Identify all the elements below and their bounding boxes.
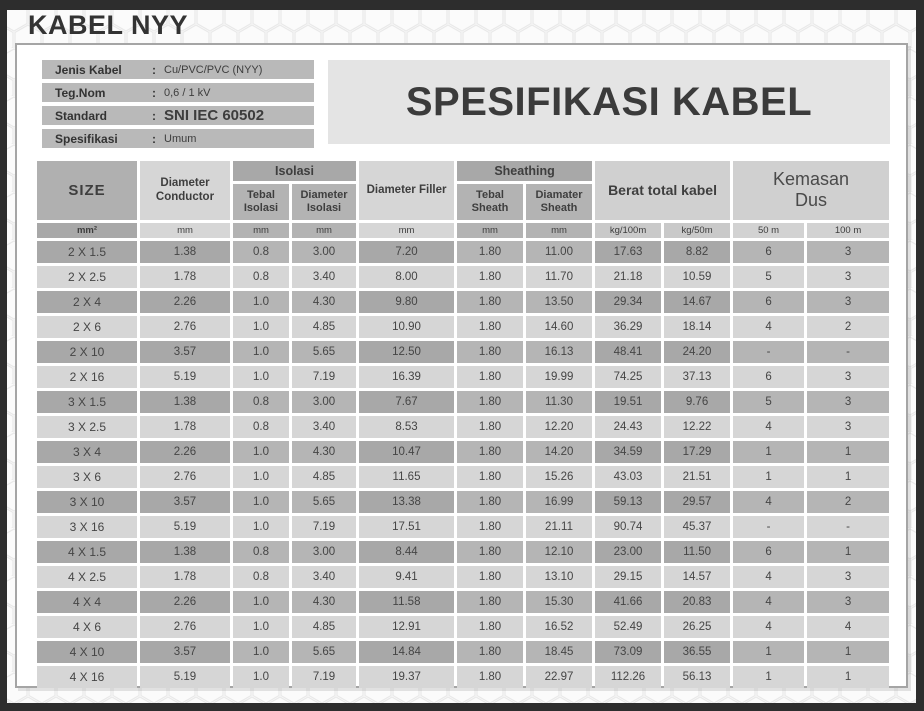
- value-cell: 4.85: [292, 466, 356, 488]
- info-row: [42, 60, 314, 79]
- header-tebal-isolasi: Tebal Isolasi: [233, 184, 289, 220]
- table-row: [37, 591, 889, 613]
- value-cell: 4.30: [292, 441, 356, 463]
- value-cell: 14.57: [664, 566, 730, 588]
- unit-cell: mm: [457, 223, 523, 238]
- spec-table-body: [37, 223, 889, 688]
- info-label: Spesifikasi: [55, 131, 118, 146]
- table-row: [37, 341, 889, 363]
- value-cell: 11.70: [526, 266, 592, 288]
- value-cell: 1.78: [140, 566, 230, 588]
- value-cell: 1.0: [233, 441, 289, 463]
- table-row: [37, 566, 889, 588]
- value-cell: 45.37: [664, 516, 730, 538]
- info-value: SNI IEC 60502: [164, 107, 265, 124]
- cable-info-box: [42, 56, 314, 152]
- value-cell: 1.80: [457, 641, 523, 663]
- value-cell: 1.80: [457, 366, 523, 388]
- info-value: Umum: [164, 132, 197, 145]
- value-cell: 1.0: [233, 616, 289, 638]
- value-cell: 48.41: [595, 341, 661, 363]
- value-cell: 21.18: [595, 266, 661, 288]
- size-cell: 3 X 6: [37, 466, 137, 488]
- value-cell: 1.80: [457, 291, 523, 313]
- header-tebal-sheath: Tebal Sheath: [457, 184, 523, 220]
- size-cell: 3 X 10: [37, 491, 137, 513]
- spec-table-head: [37, 161, 889, 220]
- value-cell: 2.26: [140, 291, 230, 313]
- value-cell: 90.74: [595, 516, 661, 538]
- spec-table: [34, 158, 892, 691]
- value-cell: 18.45: [526, 641, 592, 663]
- value-cell: 1.80: [457, 466, 523, 488]
- value-cell: -: [733, 341, 804, 363]
- value-cell: 2: [807, 491, 889, 513]
- table-row: [37, 466, 889, 488]
- value-cell: 13.50: [526, 291, 592, 313]
- value-cell: 14.67: [664, 291, 730, 313]
- value-cell: 41.66: [595, 591, 661, 613]
- header-kemasan-dus: Kemasan Dus: [733, 161, 889, 220]
- value-cell: -: [807, 516, 889, 538]
- value-cell: 24.20: [664, 341, 730, 363]
- size-cell: 3 X 4: [37, 441, 137, 463]
- size-cell: 2 X 1.5: [37, 241, 137, 263]
- value-cell: 73.09: [595, 641, 661, 663]
- header-sheathing-group: Sheathing: [457, 161, 592, 181]
- value-cell: 9.41: [359, 566, 454, 588]
- unit-cell: mm: [526, 223, 592, 238]
- info-value: 0,6 / 1 kV: [164, 86, 211, 99]
- value-cell: 4: [733, 491, 804, 513]
- value-cell: 1.80: [457, 541, 523, 563]
- info-row: [42, 83, 314, 102]
- value-cell: 5.19: [140, 516, 230, 538]
- value-cell: 6: [733, 366, 804, 388]
- value-cell: 1.0: [233, 491, 289, 513]
- value-cell: 0.8: [233, 241, 289, 263]
- size-cell: 2 X 4: [37, 291, 137, 313]
- value-cell: 8.00: [359, 266, 454, 288]
- value-cell: 17.51: [359, 516, 454, 538]
- value-cell: 3.40: [292, 266, 356, 288]
- size-cell: 2 X 10: [37, 341, 137, 363]
- value-cell: 1.38: [140, 241, 230, 263]
- unit-cell: kg/50m: [664, 223, 730, 238]
- value-cell: 1.80: [457, 266, 523, 288]
- value-cell: 36.55: [664, 641, 730, 663]
- value-cell: 19.51: [595, 391, 661, 413]
- value-cell: 1.0: [233, 641, 289, 663]
- value-cell: 11.50: [664, 541, 730, 563]
- value-cell: 5.65: [292, 341, 356, 363]
- value-cell: 3.57: [140, 491, 230, 513]
- value-cell: 5.65: [292, 641, 356, 663]
- value-cell: 1.0: [233, 466, 289, 488]
- value-cell: 1.80: [457, 316, 523, 338]
- value-cell: 26.25: [664, 616, 730, 638]
- value-cell: 0.8: [233, 541, 289, 563]
- value-cell: 4: [733, 566, 804, 588]
- value-cell: 1.0: [233, 516, 289, 538]
- value-cell: 5: [733, 391, 804, 413]
- value-cell: 1.0: [233, 366, 289, 388]
- value-cell: 1.80: [457, 391, 523, 413]
- table-row: [37, 491, 889, 513]
- value-cell: 18.14: [664, 316, 730, 338]
- info-label: Standard: [55, 108, 108, 123]
- value-cell: 8.53: [359, 416, 454, 438]
- size-cell: 4 X 4: [37, 591, 137, 613]
- value-cell: 1: [733, 441, 804, 463]
- value-cell: 1.38: [140, 391, 230, 413]
- size-cell: 4 X 1.5: [37, 541, 137, 563]
- value-cell: 6: [733, 541, 804, 563]
- value-cell: 23.00: [595, 541, 661, 563]
- header-berat-total: Berat total kabel: [595, 161, 730, 220]
- value-cell: 3: [807, 366, 889, 388]
- value-cell: 3: [807, 416, 889, 438]
- value-cell: 37.13: [664, 366, 730, 388]
- value-cell: 9.80: [359, 291, 454, 313]
- value-cell: 0.8: [233, 416, 289, 438]
- size-cell: 2 X 16: [37, 366, 137, 388]
- value-cell: 1: [807, 541, 889, 563]
- value-cell: 3: [807, 266, 889, 288]
- info-colon: :: [152, 131, 156, 146]
- table-row: [37, 416, 889, 438]
- value-cell: 1.80: [457, 616, 523, 638]
- info-colon: :: [152, 108, 156, 123]
- header-diamater-sheath: Diamater Sheath: [526, 184, 592, 220]
- value-cell: 7.67: [359, 391, 454, 413]
- value-cell: 0.8: [233, 266, 289, 288]
- value-cell: 29.34: [595, 291, 661, 313]
- value-cell: 4.30: [292, 591, 356, 613]
- value-cell: 1.0: [233, 291, 289, 313]
- value-cell: 1.80: [457, 341, 523, 363]
- value-cell: 3.57: [140, 641, 230, 663]
- value-cell: 2.76: [140, 616, 230, 638]
- value-cell: 7.19: [292, 516, 356, 538]
- value-cell: 10.59: [664, 266, 730, 288]
- value-cell: 12.50: [359, 341, 454, 363]
- value-cell: 5.19: [140, 366, 230, 388]
- value-cell: 2.76: [140, 466, 230, 488]
- value-cell: 11.65: [359, 466, 454, 488]
- value-cell: 12.20: [526, 416, 592, 438]
- table-row: [37, 241, 889, 263]
- value-cell: 29.15: [595, 566, 661, 588]
- value-cell: 1.80: [457, 416, 523, 438]
- value-cell: 24.43: [595, 416, 661, 438]
- value-cell: 1.80: [457, 241, 523, 263]
- table-row: [37, 641, 889, 663]
- value-cell: 2.76: [140, 316, 230, 338]
- value-cell: 1.80: [457, 566, 523, 588]
- value-cell: 3: [807, 391, 889, 413]
- value-cell: 10.47: [359, 441, 454, 463]
- header-diameter-filler: Diameter Filler: [359, 161, 454, 220]
- value-cell: 1.0: [233, 316, 289, 338]
- value-cell: 52.49: [595, 616, 661, 638]
- value-cell: 1: [807, 466, 889, 488]
- value-cell: 1.80: [457, 591, 523, 613]
- value-cell: 17.29: [664, 441, 730, 463]
- value-cell: 15.30: [526, 591, 592, 613]
- value-cell: 1: [807, 441, 889, 463]
- value-cell: 4.30: [292, 291, 356, 313]
- value-cell: 29.57: [664, 491, 730, 513]
- value-cell: 0.8: [233, 566, 289, 588]
- value-cell: 1: [733, 666, 804, 688]
- value-cell: 112.26: [595, 666, 661, 688]
- value-cell: 1.80: [457, 516, 523, 538]
- value-cell: 13.38: [359, 491, 454, 513]
- unit-cell: mm: [292, 223, 356, 238]
- header-isolasi-group: Isolasi: [233, 161, 356, 181]
- value-cell: 3.57: [140, 341, 230, 363]
- value-cell: 22.97: [526, 666, 592, 688]
- value-cell: 21.11: [526, 516, 592, 538]
- value-cell: 2.26: [140, 441, 230, 463]
- value-cell: 1.78: [140, 266, 230, 288]
- size-cell: 3 X 1.5: [37, 391, 137, 413]
- value-cell: 1.78: [140, 416, 230, 438]
- value-cell: 14.20: [526, 441, 592, 463]
- value-cell: 1.0: [233, 666, 289, 688]
- value-cell: 10.90: [359, 316, 454, 338]
- value-cell: 8.82: [664, 241, 730, 263]
- table-row: [37, 366, 889, 388]
- size-cell: 3 X 16: [37, 516, 137, 538]
- value-cell: 1: [807, 641, 889, 663]
- main-title-box: [328, 60, 890, 144]
- units-row: [37, 223, 889, 238]
- header-size: SIZE: [37, 161, 137, 220]
- value-cell: 5: [733, 266, 804, 288]
- value-cell: 11.30: [526, 391, 592, 413]
- table-row: [37, 391, 889, 413]
- value-cell: 4: [807, 616, 889, 638]
- table-row: [37, 666, 889, 688]
- value-cell: 16.52: [526, 616, 592, 638]
- value-cell: 1.80: [457, 666, 523, 688]
- size-cell: 3 X 2.5: [37, 416, 137, 438]
- value-cell: 20.83: [664, 591, 730, 613]
- value-cell: 74.25: [595, 366, 661, 388]
- size-cell: 4 X 16: [37, 666, 137, 688]
- value-cell: 1.80: [457, 491, 523, 513]
- value-cell: 7.20: [359, 241, 454, 263]
- table-row: [37, 266, 889, 288]
- panel-header: [34, 56, 890, 152]
- value-cell: 3: [807, 291, 889, 313]
- value-cell: 1: [733, 641, 804, 663]
- value-cell: 1.38: [140, 541, 230, 563]
- unit-cell: mm²: [37, 223, 137, 238]
- value-cell: 7.19: [292, 366, 356, 388]
- value-cell: 1: [733, 466, 804, 488]
- unit-cell: mm: [359, 223, 454, 238]
- value-cell: 3.00: [292, 241, 356, 263]
- value-cell: 7.19: [292, 666, 356, 688]
- value-cell: 3.00: [292, 391, 356, 413]
- value-cell: 4: [733, 316, 804, 338]
- value-cell: 3.40: [292, 566, 356, 588]
- unit-cell: 100 m: [807, 223, 889, 238]
- value-cell: 56.13: [664, 666, 730, 688]
- value-cell: 6: [733, 241, 804, 263]
- table-row: [37, 316, 889, 338]
- value-cell: 21.51: [664, 466, 730, 488]
- value-cell: 3.40: [292, 416, 356, 438]
- table-row: [37, 291, 889, 313]
- info-row: [42, 106, 314, 125]
- info-colon: :: [152, 85, 156, 100]
- value-cell: 12.10: [526, 541, 592, 563]
- value-cell: 1.80: [457, 441, 523, 463]
- value-cell: 12.91: [359, 616, 454, 638]
- size-cell: 4 X 6: [37, 616, 137, 638]
- spec-sheet-panel: [15, 43, 908, 688]
- value-cell: 14.84: [359, 641, 454, 663]
- value-cell: 4: [733, 591, 804, 613]
- value-cell: 0.8: [233, 391, 289, 413]
- value-cell: 17.63: [595, 241, 661, 263]
- value-cell: -: [807, 341, 889, 363]
- main-title: SPESIFIKASI KABEL: [405, 79, 813, 124]
- table-row: [37, 616, 889, 638]
- value-cell: 43.03: [595, 466, 661, 488]
- unit-cell: mm: [233, 223, 289, 238]
- value-cell: 4: [733, 416, 804, 438]
- value-cell: 14.60: [526, 316, 592, 338]
- value-cell: 34.59: [595, 441, 661, 463]
- value-cell: 1: [807, 666, 889, 688]
- size-cell: 4 X 2.5: [37, 566, 137, 588]
- value-cell: 19.99: [526, 366, 592, 388]
- unit-cell: kg/100m: [595, 223, 661, 238]
- value-cell: 3: [807, 591, 889, 613]
- value-cell: 3: [807, 566, 889, 588]
- value-cell: 4.85: [292, 616, 356, 638]
- value-cell: 2.26: [140, 591, 230, 613]
- value-cell: 8.44: [359, 541, 454, 563]
- header-diameter-conductor: Diameter Conductor: [140, 161, 230, 220]
- value-cell: -: [733, 516, 804, 538]
- unit-cell: 50 m: [733, 223, 804, 238]
- value-cell: 5.65: [292, 491, 356, 513]
- value-cell: 15.26: [526, 466, 592, 488]
- size-cell: 2 X 6: [37, 316, 137, 338]
- value-cell: 12.22: [664, 416, 730, 438]
- info-colon: :: [152, 62, 156, 77]
- value-cell: 16.99: [526, 491, 592, 513]
- value-cell: 16.13: [526, 341, 592, 363]
- page-title: KABEL NYY: [28, 10, 189, 40]
- info-label: Jenis Kabel: [55, 62, 122, 77]
- value-cell: 1.0: [233, 341, 289, 363]
- value-cell: 59.13: [595, 491, 661, 513]
- value-cell: 3.00: [292, 541, 356, 563]
- value-cell: 16.39: [359, 366, 454, 388]
- header-diameter-isolasi: Diameter Isolasi: [292, 184, 356, 220]
- value-cell: 4: [733, 616, 804, 638]
- value-cell: 1.0: [233, 591, 289, 613]
- value-cell: 11.00: [526, 241, 592, 263]
- value-cell: 4.85: [292, 316, 356, 338]
- info-row: [42, 129, 314, 148]
- unit-cell: mm: [140, 223, 230, 238]
- value-cell: 13.10: [526, 566, 592, 588]
- value-cell: 9.76: [664, 391, 730, 413]
- table-row: [37, 541, 889, 563]
- size-cell: 4 X 10: [37, 641, 137, 663]
- value-cell: 5.19: [140, 666, 230, 688]
- value-cell: 3: [807, 241, 889, 263]
- info-label: Teg.Nom: [55, 85, 106, 100]
- value-cell: 6: [733, 291, 804, 313]
- value-cell: 19.37: [359, 666, 454, 688]
- info-value: Cu/PVC/PVC (NYY): [164, 63, 263, 76]
- value-cell: 36.29: [595, 316, 661, 338]
- size-cell: 2 X 2.5: [37, 266, 137, 288]
- value-cell: 11.58: [359, 591, 454, 613]
- table-row: [37, 516, 889, 538]
- value-cell: 2: [807, 316, 889, 338]
- table-row: [37, 441, 889, 463]
